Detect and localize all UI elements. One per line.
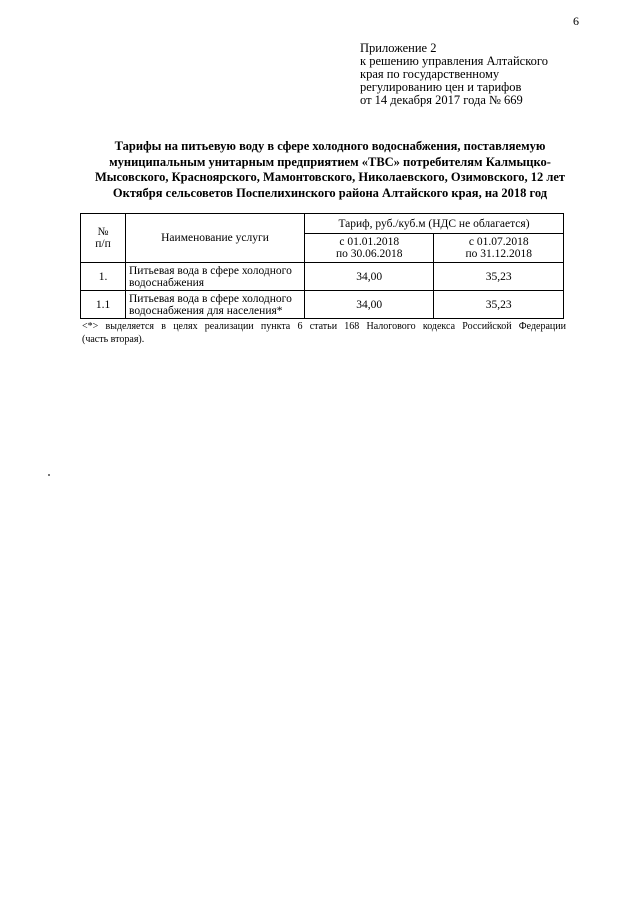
period-start: с 01.01.2018 xyxy=(339,236,400,248)
title-line: Октября сельсоветов Поспелихинского района Алтайского края, на 2018 год xyxy=(112,185,548,200)
title-line: Тарифы на питьевую воду в сфере холодного водоснабжения, поставляемую xyxy=(114,139,546,153)
title-line: муниципальным унитарным предприятием «ТВС» потребителям Калмыцко- xyxy=(109,154,551,169)
row-tariff-value: 35,23 xyxy=(434,291,564,319)
document-title xyxy=(70,139,590,201)
appendix-line: от 14 декабря 2017 года № 669 xyxy=(360,93,523,107)
appendix-line: к решению управления Алтайского xyxy=(360,54,548,68)
appendix-line: края по государственному xyxy=(360,67,500,81)
row-tariff-value: 34,00 xyxy=(305,263,434,291)
table-row xyxy=(81,263,564,291)
header-service-name: Наименование услуги xyxy=(126,214,305,263)
row-number: 1. xyxy=(81,263,126,291)
header-number xyxy=(81,214,126,263)
appendix-header xyxy=(360,42,548,107)
service-name-line: водоснабжения xyxy=(129,276,205,289)
row-service-name xyxy=(126,291,305,319)
title-line: Мысовского, Красноярского, Мамонтовского, Николаевского, Озимовского, 12 лет xyxy=(94,170,566,184)
period-end: по 31.12.2018 xyxy=(465,248,532,260)
header-number-line2: п/п xyxy=(95,238,111,250)
tariffs-table xyxy=(80,213,564,319)
header-period-1 xyxy=(305,234,434,263)
period-end: по 30.06.2018 xyxy=(335,248,403,260)
service-name-line: водоснабжения для населения* xyxy=(129,304,283,317)
footnote-line: (часть вторая). xyxy=(82,334,145,345)
service-name-line: Питьевая вода в сфере холодного xyxy=(129,292,292,305)
header-period-2 xyxy=(434,234,564,263)
page-number: 6 xyxy=(573,14,579,28)
appendix-line: регулированию цен и тарифов xyxy=(360,80,522,94)
table-header-row xyxy=(81,214,564,234)
row-tariff-value: 35,23 xyxy=(434,263,564,291)
row-number: 1.1 xyxy=(81,291,126,319)
service-name-line: Питьевая вода в сфере холодного xyxy=(129,264,292,277)
row-service-name xyxy=(126,263,305,291)
footnote-line: <*> выделяется в целях реализации пункта 6 статьи 168 Налогового кодекса Российской Федерации xyxy=(82,321,566,332)
header-tariff: Тариф, руб./куб.м (НДС не облагается) xyxy=(305,214,564,234)
scan-speck xyxy=(48,474,50,476)
table-row xyxy=(81,291,564,319)
appendix-line: Приложение 2 xyxy=(360,41,437,55)
header-number-line1: № xyxy=(97,226,109,238)
row-tariff-value: 34,00 xyxy=(305,291,434,319)
footnote xyxy=(82,320,566,346)
period-start: с 01.07.2018 xyxy=(468,236,529,248)
